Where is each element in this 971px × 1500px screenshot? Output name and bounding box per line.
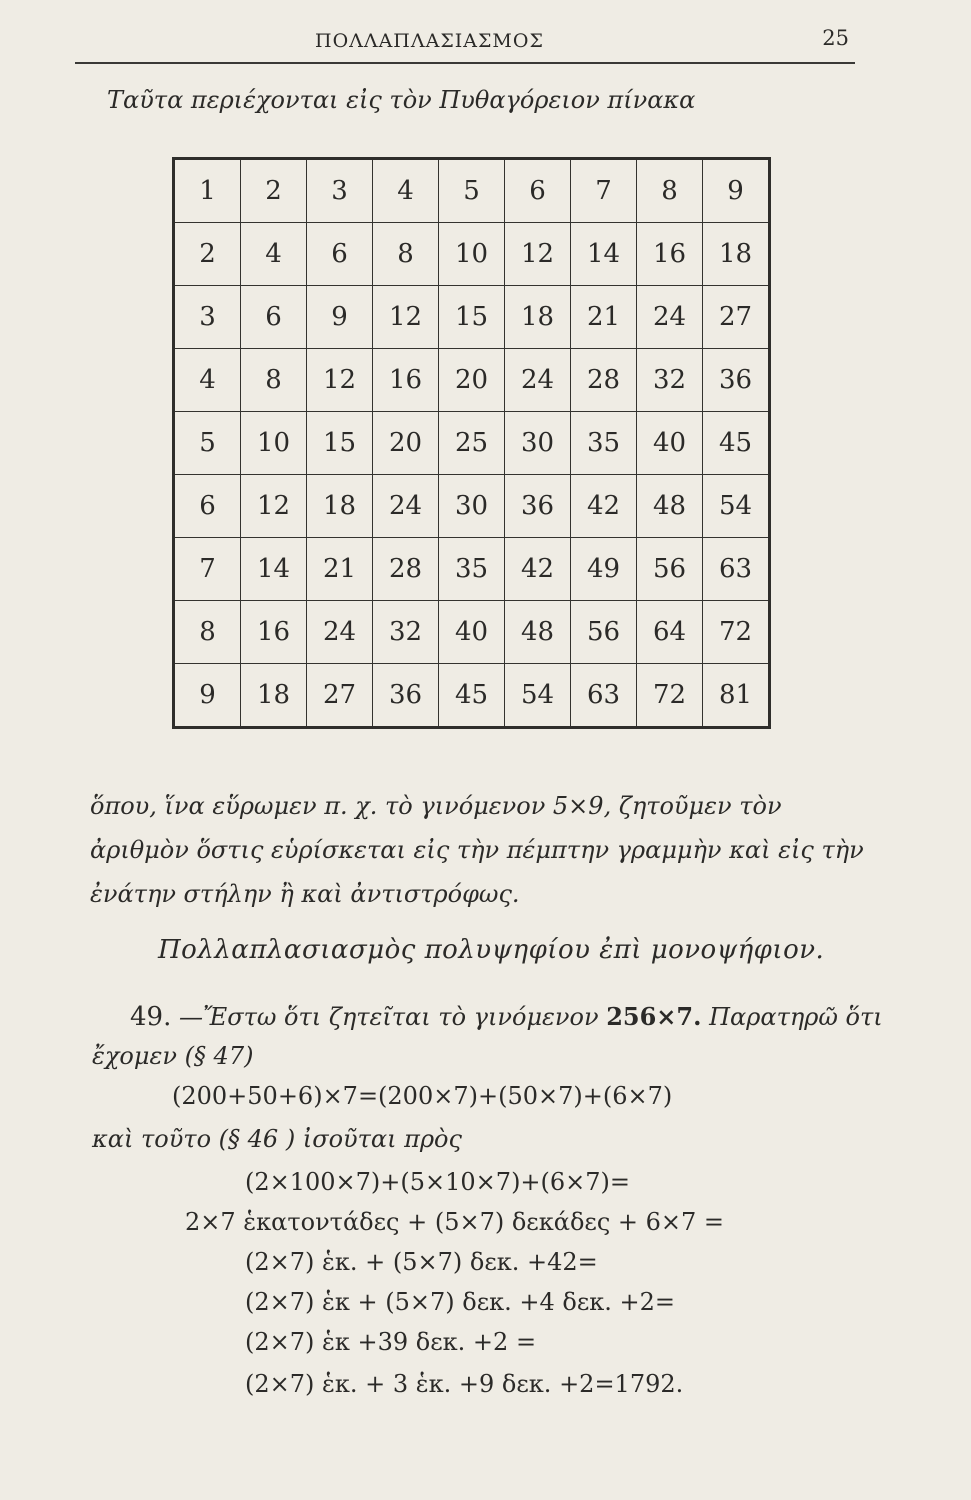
table-cell: 2 (174, 223, 241, 286)
table-cell: 63 (571, 664, 637, 728)
table-cell: 9 (307, 286, 373, 349)
table-cell: 3 (307, 159, 373, 223)
table-cell: 36 (703, 349, 770, 412)
table-cell: 8 (637, 159, 703, 223)
table-cell: 35 (571, 412, 637, 475)
table-cell: 27 (703, 286, 770, 349)
table-cell: 40 (439, 601, 505, 664)
table-row (174, 159, 770, 223)
equation-7: (2×7) ἑκ. + 3 ἑκ. +9 δεκ. +2=1792. (245, 1370, 684, 1398)
table-cell: 28 (373, 538, 439, 601)
table-row (174, 601, 770, 664)
table-cell: 35 (439, 538, 505, 601)
table-cell: 63 (703, 538, 770, 601)
table-cell: 12 (373, 286, 439, 349)
table-cell: 12 (241, 475, 307, 538)
table-cell: 54 (703, 475, 770, 538)
pythagorean-table (172, 157, 771, 729)
table-cell: 56 (637, 538, 703, 601)
table-cell: 45 (703, 412, 770, 475)
running-title: ΠΟΛΛΑΠΛΑΣΙΑΣΜΟΣ (315, 30, 544, 52)
table-cell: 32 (637, 349, 703, 412)
table-cell: 28 (571, 349, 637, 412)
table-cell: 49 (571, 538, 637, 601)
equation-1: (200+50+6)×7=(200×7)+(50×7)+(6×7) (172, 1082, 673, 1110)
table-cell: 21 (307, 538, 373, 601)
table-cell: 10 (439, 223, 505, 286)
table-cell: 7 (571, 159, 637, 223)
table-cell: 24 (505, 349, 571, 412)
table-cell: 48 (505, 601, 571, 664)
table-cell: 15 (439, 286, 505, 349)
equation-6: (2×7) ἑκ +39 δεκ. +2 = (245, 1328, 537, 1356)
page-number: 25 (822, 26, 849, 50)
table-cell: 48 (637, 475, 703, 538)
table-cell: 42 (505, 538, 571, 601)
table-cell: 12 (307, 349, 373, 412)
table-row (174, 412, 770, 475)
table-cell: 25 (439, 412, 505, 475)
section-text: —Ἔστω ὅτι ζητεῖται τὸ γινόμενον (179, 1003, 599, 1031)
table-cell: 45 (439, 664, 505, 728)
table-cell: 24 (307, 601, 373, 664)
table-cell: 81 (703, 664, 770, 728)
section-product: 256×7. (606, 1002, 702, 1031)
table-cell: 10 (241, 412, 307, 475)
table-cell: 72 (703, 601, 770, 664)
table-cell: 20 (373, 412, 439, 475)
equation-5: (2×7) ἑκ + (5×7) δεκ. +4 δεκ. +2= (245, 1288, 676, 1316)
table-cell: 9 (703, 159, 770, 223)
running-head (75, 22, 855, 64)
table-cell: 14 (571, 223, 637, 286)
table-cell: 18 (703, 223, 770, 286)
table-cell: 30 (439, 475, 505, 538)
table-cell: 4 (373, 159, 439, 223)
table-cell: 42 (571, 475, 637, 538)
table-cell: 24 (637, 286, 703, 349)
table-row (174, 286, 770, 349)
table-cell: 16 (241, 601, 307, 664)
table-cell: 7 (174, 538, 241, 601)
intro-line: Ταῦτα περιέχονται εἰς τὸν Πυθαγόρειον πίνακα (107, 86, 696, 114)
table-cell: 36 (373, 664, 439, 728)
equation-3: 2×7 ἑκατοντάδες + (5×7) δεκάδες + 6×7 = (185, 1208, 725, 1236)
table-cell: 27 (307, 664, 373, 728)
connector-line: καὶ τοῦτο (§ 46 ) ἰσοῦται πρὸς (92, 1125, 462, 1153)
table-cell: 32 (373, 601, 439, 664)
table-cell: 15 (307, 412, 373, 475)
table-row (174, 475, 770, 538)
table-cell: 1 (174, 159, 241, 223)
table-cell: 2 (241, 159, 307, 223)
table-cell: 18 (307, 475, 373, 538)
table-cell: 4 (241, 223, 307, 286)
table-cell: 9 (174, 664, 241, 728)
table-cell: 16 (373, 349, 439, 412)
table-cell: 18 (505, 286, 571, 349)
table-cell: 14 (241, 538, 307, 601)
table-cell: 12 (505, 223, 571, 286)
table-row (174, 664, 770, 728)
section-49-second-line: ἔχομεν (§ 47) (92, 1042, 254, 1070)
section-text-after: Παρατηρῶ ὅτι (709, 1003, 883, 1031)
table-cell: 6 (241, 286, 307, 349)
table-cell: 20 (439, 349, 505, 412)
table-cell: 4 (174, 349, 241, 412)
table-cell: 8 (174, 601, 241, 664)
table-cell: 56 (571, 601, 637, 664)
section-heading: Πολλαπλασιασμὸς πολυψηφίου ἐπὶ μονοψήφιον. (158, 935, 825, 965)
table-row (174, 223, 770, 286)
table-cell: 5 (439, 159, 505, 223)
table-cell: 36 (505, 475, 571, 538)
table-cell: 21 (571, 286, 637, 349)
table-row (174, 538, 770, 601)
section-number: 49. (130, 1002, 172, 1032)
equation-4: (2×7) ἑκ. + (5×7) δεκ. +42= (245, 1248, 598, 1276)
table-cell: 5 (174, 412, 241, 475)
table-cell: 64 (637, 601, 703, 664)
table-cell: 6 (174, 475, 241, 538)
table-cell: 72 (637, 664, 703, 728)
table-cell: 54 (505, 664, 571, 728)
table-cell: 6 (307, 223, 373, 286)
table-cell: 40 (637, 412, 703, 475)
equation-2: (2×100×7)+(5×10×7)+(6×7)= (245, 1168, 631, 1196)
section-49-first-line (130, 1002, 883, 1032)
table-cell: 16 (637, 223, 703, 286)
table-cell: 24 (373, 475, 439, 538)
table-cell: 8 (373, 223, 439, 286)
table-cell: 3 (174, 286, 241, 349)
explanation-paragraph: ὅπου, ἵνα εὕρωμεν π. χ. τὸ γινόμενον 5×9, ζητοῦμεν τὸν ἀριθμὸν ὅστις εὑρίσκεται εἰς τὴν πέμπτην γραμμὴν καὶ εἰς τὴν ἐνάτην στήλην ἢ καὶ ἀντιστρόφως. (90, 792, 864, 908)
table-cell: 6 (505, 159, 571, 223)
table-cell: 18 (241, 664, 307, 728)
table-cell: 8 (241, 349, 307, 412)
table-row (174, 349, 770, 412)
table-cell: 30 (505, 412, 571, 475)
